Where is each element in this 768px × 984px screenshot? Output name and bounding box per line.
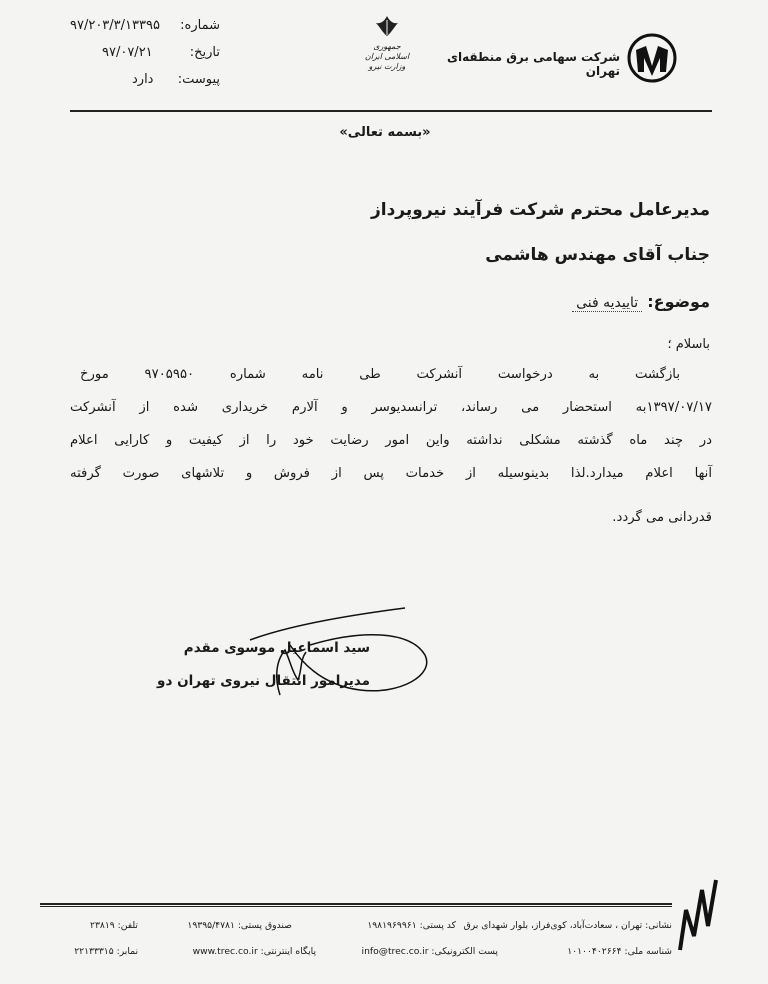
- letter-number-label: شماره:: [180, 18, 220, 33]
- footer-website: پایگاه اینترنتی: www.trec.co.ir: [192, 946, 316, 957]
- subject-value: تاییدیه فنی: [572, 295, 642, 312]
- trec-logo-icon: [626, 32, 678, 84]
- footer-divider: [40, 903, 672, 905]
- footer-national-id: شناسه ملی: ۱۰۱۰۰۴۰۲۶۶۴: [567, 946, 672, 957]
- body-line-4: آنها اعلام میدارد.لذا بدینوسیله از خدمات پس از فروش و تلاشهای صورت گرفته: [70, 466, 712, 481]
- handwritten-signature-icon: [240, 600, 440, 720]
- subject-label: موضوع:: [647, 292, 710, 311]
- letter-number-value: ۹۷/۲۰۳/۳/۱۳۳۹۵: [70, 18, 160, 33]
- letter-date-label: تاریخ:: [189, 45, 220, 60]
- body-line-2: ۱۳۹۷/۰۷/۱۷به استحضار می رساند، ترانسدیوسر و آلارم خریداری شده از آنشرکت: [70, 400, 712, 415]
- letter-attachment-row: [70, 72, 220, 90]
- footer-phone: تلفن: ۲۳۸۱۹: [90, 920, 138, 931]
- company-logo: [626, 32, 678, 84]
- emblem-line2: وزارت نیرو: [368, 62, 406, 71]
- footer-postal-code: کد پستی: ۱۹۸۱۹۶۹۹۶۱: [367, 920, 456, 931]
- footer-fax: نمابر: ۲۲۱۳۳۳۱۵: [74, 946, 138, 957]
- header-divider: [70, 110, 712, 112]
- basmala: «بسمه تعالی»: [339, 125, 431, 140]
- letter-date-value: ۹۷/۰۷/۲۱: [102, 45, 153, 60]
- footer-divider-thin: [40, 906, 672, 907]
- footer-email: پست الکترونیکی: info@trec.co.ir: [361, 946, 498, 957]
- letter-attachment-label: پیوست:: [177, 72, 220, 87]
- letter-number-row: [70, 18, 220, 36]
- footer-logo-icon: [676, 878, 720, 958]
- addressee-line1: مدیرعامل محترم شرکت فرآیند نیروپرداز: [370, 200, 710, 220]
- company-name: شرکت سهامی برق منطقه‌ای تهران: [446, 50, 620, 78]
- emblem-line1: جمهوری اسلامی ایران: [364, 42, 410, 61]
- emblem: [362, 14, 412, 74]
- signatory-name: سید اسماعیل موسوی مقدم: [183, 640, 370, 656]
- subject-row: [520, 292, 710, 318]
- letter-date-row: [70, 45, 220, 63]
- body-line-3: در چند ماه گذشته مشکلی نداشته واین امور رضایت خود را از کیفیت و کارایی اعلام: [70, 433, 712, 448]
- iran-emblem-icon: [362, 14, 412, 38]
- signatory-title: مدیرامور انتقال نیروی تهران دو: [157, 673, 370, 689]
- body-line-5: قدردانی می گردد.: [612, 510, 712, 525]
- letter-attachment-value: دارد: [132, 72, 154, 87]
- body-line-1: بازگشت به درخواست آنشرکت طی نامه شماره ۹۷۰۵۹۵۰ مورخ: [80, 367, 681, 382]
- addressee-line2: جناب آقای مهندس هاشمی: [485, 245, 710, 265]
- footer-po-box: صندوق پستی: ۱۹۳۹۵/۴۷۸۱: [187, 920, 292, 931]
- footer-address: نشانی: تهران ، سعادت‌آباد، کوی‌فراز، بلوار شهدای برق: [463, 920, 672, 931]
- greeting: باسلام ؛: [667, 337, 710, 352]
